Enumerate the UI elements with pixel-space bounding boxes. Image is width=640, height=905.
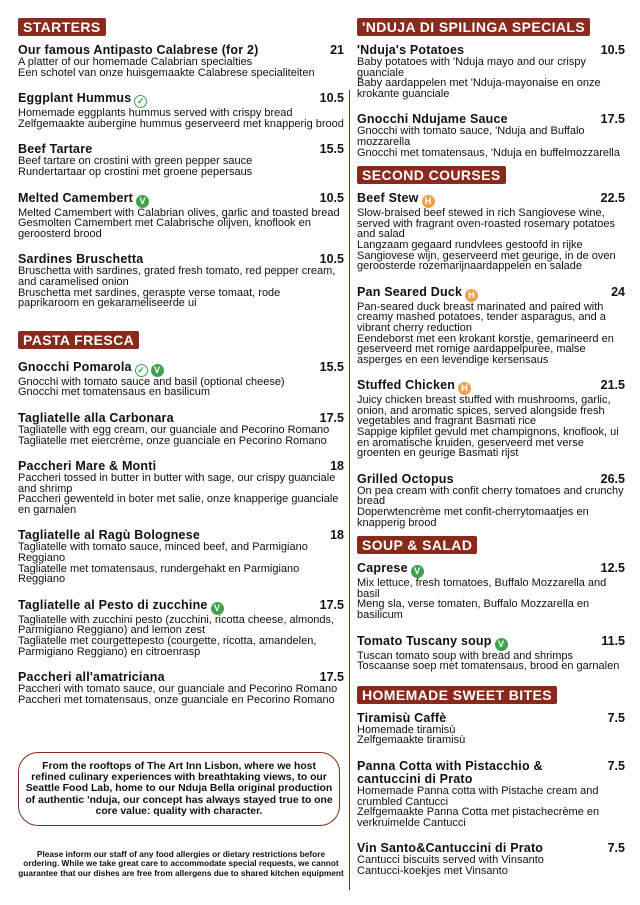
item-desc-en: Paccheri with tomato sauce, our guanciale and Pecorino Romano [18,683,338,696]
item-desc-en: On pea cream with confit cherry tomatoes and crunchy bread [357,484,624,508]
item-name: Pan Seared Duck [357,284,463,299]
item-price: 15.5 [319,359,344,374]
section-header-nduja: 'NDUJA DI SPILINGA SPECIALS [357,18,590,36]
item-desc-nl: Eendeborst met een krokant korstje, gemarineerd en geserveerd met romige aardappelpuree, malse asperges en een levendige kersensaus [357,332,614,366]
menu-item-beef-tartare [18,143,344,177]
item-price: 21.5 [600,378,625,393]
item-price: 17.5 [600,112,625,127]
item-name: 'Nduja's Potatoes [357,43,465,57]
item-name: Our famous Antipasto Calabrese (for 2) [18,43,259,57]
menu-item-caprese [357,562,625,620]
item-desc-nl: Rundertartaar op crostini met groene pepersaus [18,165,253,178]
item-desc-en: Baby potatoes with 'Nduja mayo and our crispy guanciale [357,56,586,79]
item-desc-en: Juicy chicken breast stuffed with mushrooms, garlic, onion, and aromatic spices, served alongside fresh vegetables and fragrant Basmati rice [357,394,611,428]
item-desc-nl: Toscaanse soep met tomatensaus, brood en garnalen [357,660,620,673]
item-desc-en: Homemade tiramisù [357,723,456,736]
item-desc-en: Pan-seared duck breast marinated and paired with creamy mashed potatoes, tender asparagus, and a vibrant cherry reduction [357,300,606,334]
menu-item-vin-santo [357,842,625,876]
menu-item-tiramisu [357,712,625,746]
menu-item-gnocchi-ndujame [357,113,625,158]
item-desc-nl: Gesmolten Camembert met Calabrische olijven, knoflook en geroosterd brood [18,217,311,240]
item-price: 21 [330,43,344,57]
right-column [357,18,625,891]
menu-item-stuffed-chicken [357,379,625,459]
item-name: Tagliatelle al Pesto di zucchine [18,597,208,612]
menu-item-panna-cotta [357,760,625,828]
item-name: Tomato Tuscany soup [357,633,492,648]
item-price: 10.5 [319,190,344,205]
item-price: 15.5 [319,142,344,157]
item-name: Grilled Octopus [357,471,454,486]
section-header-soup-salad: SOUP & SALAD [357,536,477,554]
item-price: 11.5 [601,633,625,648]
item-desc-en: Melted Camembert with Calabrian olives, garlic and toasted bread [18,206,340,219]
item-desc-nl: Gnocchi met tomatensaus, 'Nduja en buffelmozzarella [357,146,620,159]
menu-item-tomato-soup [357,635,625,672]
item-price: 10.5 [600,43,625,57]
halal-icon: H [422,195,435,208]
item-desc-nl: Doperwtencrème met confit-cherrytomaatjes en knapperig brood [357,506,589,529]
menu-item-beef-stew [357,192,625,272]
item-price: 12.5 [600,561,625,576]
menu-item-pan-seared-duck [357,286,625,366]
item-desc-en: Bruschetta with sardines, grated fresh tomato, red pepper cream, and caramelised onion [18,265,336,288]
item-desc-nl: Gnocchi met tomatensaus en basilicum [18,386,210,399]
menu-item-amatriciana [18,671,344,705]
item-price: 17.5 [319,410,344,425]
vegetarian-icon: V [211,602,224,615]
item-name: Panna Cotta with Pistacchio & cantuccini di Prato [357,758,543,786]
item-desc-nl: Langzaam gegaard rundvlees gestoofd in rijke Sangiovese wijn, geserveerd met geurige, in de oven geroosterde rozemarijnaardappelen en salade [357,238,616,273]
item-name: Paccheri all'amatriciana [18,670,165,685]
item-name: Beef Tartare [18,142,93,157]
column-divider [349,90,350,890]
menu-item-gnocchi-pomarola [18,361,344,398]
item-desc-nl: Bruschetta met sardines, geraspte verse tomaat, rode paprikaroom en gekarameliseerde ui [18,286,281,310]
vegetarian-icon: V [136,195,149,208]
item-name: Vin Santo&Cantuccini di Prato [357,841,544,856]
menu-item-pesto-zucchine [18,599,344,657]
menu-item-carbonara [18,412,344,446]
vegan-icon: ✓ [134,95,147,108]
section-header-starters: STARTERS [18,18,106,36]
item-desc-nl: Tagliatelle met eiercrème, onze guanciale en Pecorino Romano [18,434,327,447]
menu-item-eggplant-hummus [18,92,344,129]
item-name: Gnocchi Pomarola [18,359,132,374]
item-name: Tiramisù Caffè [357,710,447,725]
item-desc-nl: Zelfgemaakte aubergine hummus geserveerd met knapperig brood [18,117,344,130]
vegetarian-icon: V [151,364,164,377]
item-desc-nl: Zelfgemaakte tiramisù [357,734,466,747]
item-desc-en: Tagliatelle with zucchini pesto (zucchini, ricotta cheese, almonds, Parmigiano Reggiano) and lemon zest [18,613,335,637]
item-price: 17.5 [319,597,344,612]
item-desc-en: Cantucci biscuits served with Vinsanto [357,854,544,867]
item-desc-en: A platter of our homemade Calabrian specialties [18,56,253,68]
item-desc-nl: Tagliatelle met courgettepesto (courgette, ricotta, amandelen, Parmigiano Reggiano) en citroenrasp [18,635,317,658]
item-desc-en: Beef tartare on crostini with green pepper sauce [18,155,253,168]
halal-icon: H [458,382,471,395]
item-name: Paccheri Mare & Monti [18,459,157,474]
item-price: 26.5 [600,471,625,486]
item-price: 7.5 [607,710,625,725]
item-price: 18 [330,528,344,543]
item-price: 24 [611,284,625,299]
item-desc-nl: Zelfgemaakte Panna Cotta met pistachecrème en verkruimelde Cantucci [357,806,600,829]
section-header-second-courses: SECOND COURSES [357,166,506,184]
item-price: 17.5 [319,670,344,685]
section-header-sweet-bites: HOMEMADE SWEET BITES [357,686,557,704]
item-desc-en: Homemade Panna cotta with Pistache cream and crumbled Cantucci [357,784,599,808]
item-name: Sardines Bruschetta [18,252,144,267]
item-desc-en: Paccheri tossed in butter in butter with sage, our crispy guanciale and shrimp [18,472,336,495]
item-name: Eggplant Hummus [18,91,132,106]
item-price: 7.5 [607,841,625,856]
menu-item-grilled-octopus [357,473,625,528]
menu-item-antipasto [18,44,344,78]
menu-item-sardines-bruschetta [18,253,344,308]
item-name: Tagliatelle alla Carbonara [18,410,174,425]
item-price: 18 [330,459,344,474]
menu-item-nduja-potatoes [357,44,625,99]
item-price: 7.5 [607,758,625,773]
item-desc-nl: Cantucci-koekjes met Vinsanto [357,864,508,877]
item-desc-en: Gnocchi with tomato sauce, 'Nduja and Buffalo mozzarella [357,125,585,148]
item-desc-nl: Sappige kipfilet gevuld met champignons, knoflook, ui en aromatische kruiden, geserveerd met verse groenten en geurige Basmati rijst [357,426,619,460]
item-price: 10.5 [319,252,344,267]
item-price: 22.5 [600,191,625,206]
item-desc-en: Gnocchi with tomato sauce and basil (optional cheese) [18,375,285,388]
item-desc-nl: Meng sla, verse tomaten, Buffalo Mozzarella en basilicum [357,598,590,621]
item-desc-en: Tagliatelle with egg cream, our guanciale and Pecorino Romano [18,423,330,436]
menu-item-ragu-bolognese [18,529,344,584]
item-name: Tagliatelle al Ragù Bolognese [18,528,200,543]
left-column [18,18,344,719]
vegetarian-icon: V [495,638,508,651]
item-desc-en: Mix lettuce, fresh tomatoes, Buffalo Mozzarella and basil [357,577,607,600]
vegan-icon: ✓ [135,364,148,377]
item-desc-en: Tagliatelle with tomato sauce, minced beef, and Parmigiano Reggiano [18,541,308,565]
concept-note: From the rooftops of The Art Inn Lisbon, where we host refined culinary experiences with breathtaking views, to our Seattle Food Lab, home to our Nduja Bella original production of authentic 'nduja, our concept has always stayed true to one core value: quality with character. [18,752,340,826]
item-desc-en: Homemade eggplants hummus served with crispy bread [18,107,293,120]
item-desc-nl: Een schotel van onze huisgemaakte Calabrese specialiteiten [18,66,315,79]
item-desc-en: Slow-braised beef stewed in rich Sangiovese wine, served with fragrant oven-roasted rosemary potatoes and salad [357,207,616,241]
item-name: Stuffed Chicken [357,378,456,393]
item-desc-nl: Tagliatelle met tomatensaus, rundergehakt en Parmigiano Reggiano [18,562,300,586]
item-name: Gnocchi Ndujame Sauce [357,112,508,127]
vegetarian-icon: V [411,565,424,578]
item-name: Beef Stew [357,191,419,206]
item-desc-nl: Baby aardappelen met 'Nduja-mayonaise en onze krokante guanciale [357,77,601,100]
menu-item-melted-camembert [18,192,344,240]
allergy-disclaimer: Please inform our staff of any food allergies or dietary restrictions before ordering. While we take great care to accommodate special requests, we cannot guarantee that our dishes are free from allergens due to shared kitchen equipment [18,849,344,878]
menu-item-paccheri-mare-monti [18,460,344,515]
section-header-pasta: PASTA FRESCA [18,331,139,349]
item-desc-en: Tuscan tomato soup with bread and shrimps [357,649,574,662]
item-desc-nl: Paccheri met tomatensaus, onze guanciale en Pecorino Romano [18,693,335,706]
item-price: 10.5 [319,91,344,106]
item-name: Caprese [357,561,408,576]
item-name: Melted Camembert [18,190,134,205]
item-desc-nl: Paccheri gewenteld in boter met salie, onze knapperige guanciale en garnalen [18,493,339,516]
halal-icon: H [465,289,478,302]
